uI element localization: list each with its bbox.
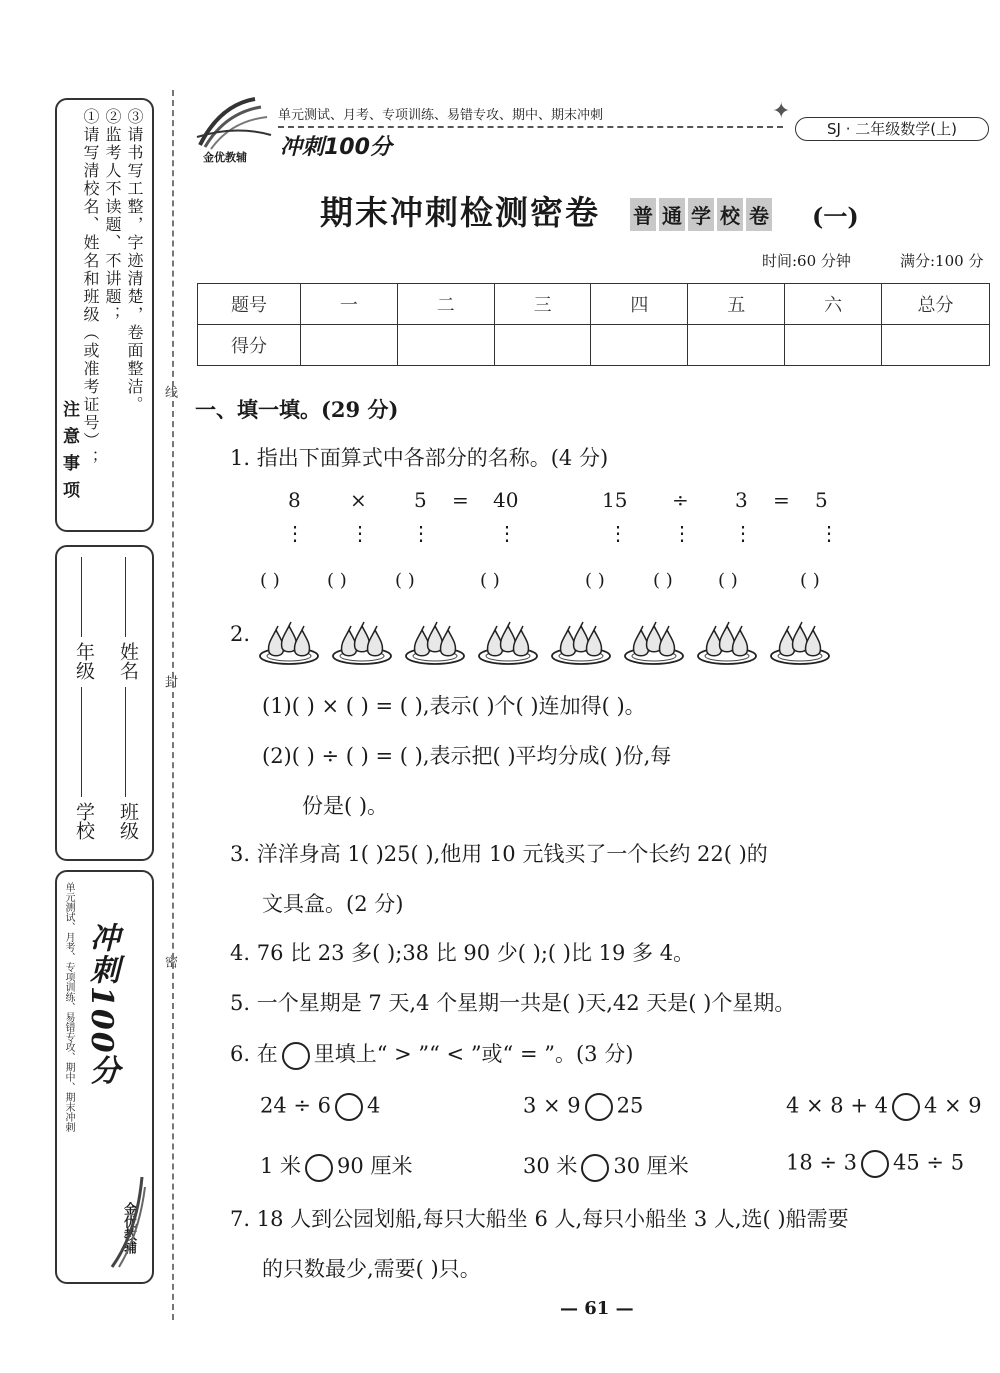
class-label: 班级 [117, 802, 139, 840]
compare-item [786, 1150, 964, 1178]
compare-right: 4 [367, 1093, 381, 1118]
table-cell: 五 [688, 284, 785, 325]
cut-label-line: 线 [162, 385, 177, 398]
compare-item [786, 1093, 982, 1121]
question-6-pre: 6. 在 [230, 1042, 278, 1066]
expr2-equals: = [773, 488, 790, 512]
school-line [81, 687, 82, 797]
table-row [198, 284, 990, 325]
score-input-cell[interactable] [397, 325, 494, 366]
notes-box [55, 98, 154, 532]
question-7-line-1: 7. 18 人到公园划船,每只大船坐 6 人,每只小船坐 3 人,选( )船需要 [230, 1207, 849, 1231]
compare-circle-input[interactable] [335, 1093, 363, 1121]
compare-item [523, 1150, 689, 1182]
table-cell: 得分 [198, 325, 301, 366]
brand-name: 冲刺100分 [84, 922, 119, 1087]
compare-circle-icon [282, 1042, 310, 1070]
school-type-char: 校 [717, 198, 743, 231]
section-title: 一、填一填。(29 分) [195, 397, 399, 422]
notes-line-1: ①请写清校名、姓名和班级（或准考证号）； [81, 108, 100, 468]
compare-item [260, 1150, 412, 1182]
question-6 [230, 1038, 633, 1070]
dotted-connector: ⋮ [285, 521, 305, 545]
answer-blank[interactable]: ( ) [480, 570, 500, 591]
pear-plate-icon [550, 620, 612, 666]
brand-logo: 金优教辅 [121, 1202, 136, 1254]
score-input-cell[interactable] [301, 325, 398, 366]
school-label: 学校 [73, 802, 95, 840]
compare-item [523, 1093, 643, 1121]
brand-box [55, 870, 154, 1284]
school-type-char: 普 [630, 198, 656, 231]
pear-plate-icon [404, 620, 466, 666]
table-cell: 三 [494, 284, 591, 325]
header-tagline: 单元测试、月考、专项训练、易错专攻、期中、期末冲刺 [278, 108, 604, 123]
compare-item [260, 1093, 380, 1121]
dotted-connector: ⋮ [733, 521, 753, 545]
compare-right: 25 [616, 1093, 644, 1118]
answer-blank[interactable]: ( ) [260, 570, 280, 591]
table-row [198, 325, 990, 366]
expr2-divisor: 3 [735, 488, 748, 512]
pear-plate-icon [258, 620, 320, 666]
compare-left: 1 米 [260, 1154, 302, 1178]
header-divider [278, 126, 783, 128]
score-input-cell[interactable] [688, 325, 785, 366]
pear-plate-icon [477, 620, 539, 666]
pear-plate-icon [331, 620, 393, 666]
paper-number: (一) [812, 202, 859, 231]
cut-label-secret: 密 [162, 955, 177, 968]
question-1: 1. 指出下面算式中各部分的名称。(4 分) [230, 446, 609, 470]
score-input-cell[interactable] [591, 325, 688, 366]
answer-blank[interactable]: ( ) [585, 570, 605, 591]
compare-circle-input[interactable] [861, 1150, 889, 1178]
question-2-line-3: 份是( )。 [302, 794, 389, 818]
table-cell: 二 [397, 284, 494, 325]
expr2-quotient: 5 [815, 488, 828, 512]
grade-label: 年级 [73, 642, 95, 680]
expr2-divide: ÷ [672, 488, 689, 512]
answer-blank[interactable]: ( ) [653, 570, 673, 591]
expr1-product: 40 [493, 488, 519, 512]
sparkle-icon: ✦ [772, 99, 791, 124]
compare-left: 4 × 8 + 4 [786, 1093, 888, 1118]
notes-line-2: ②监考人不读题、不讲题； [103, 108, 122, 324]
dotted-connector: ⋮ [350, 521, 370, 545]
notes-line-3: ③请书写工整，字迹清楚，卷面整洁。 [125, 108, 144, 414]
compare-circle-input[interactable] [305, 1154, 333, 1182]
question-2-line-2: (2)( ) ÷ ( ) = ( ),表示把( )平均分成( )份,每 [262, 744, 672, 768]
table-cell: 六 [785, 284, 882, 325]
answer-blank[interactable]: ( ) [718, 570, 738, 591]
pear-plate-icon [623, 620, 685, 666]
question-5: 5. 一个星期是 7 天,4 个星期一共是( )天,42 天是( )个星期。 [230, 991, 796, 1015]
compare-circle-input[interactable] [581, 1154, 609, 1182]
compare-left: 3 × 9 [523, 1093, 581, 1118]
question-6-post: 里填上“ > ”“ < ”或“ = ”。(3 分) [313, 1042, 634, 1066]
expr1-factor2: 5 [414, 488, 427, 512]
pear-plate-icon [696, 620, 758, 666]
question-4: 4. 76 比 23 多( );38 比 90 少( );( )比 19 多 4。 [230, 941, 695, 965]
school-type-label [630, 198, 775, 231]
brand-tagline: 单元测试、月考、专项训练、易错专攻、期中、期末冲刺 [63, 882, 74, 1132]
expr1-times: × [350, 488, 367, 512]
answer-blank[interactable]: ( ) [327, 570, 347, 591]
score-input-cell[interactable] [494, 325, 591, 366]
name-label: 姓名 [117, 642, 139, 680]
full-score: 满分:100 分 [900, 252, 984, 270]
book-logo-icon [195, 95, 273, 153]
cut-label-seal: 封 [162, 675, 177, 688]
dotted-connector: ⋮ [411, 521, 431, 545]
answer-blank[interactable]: ( ) [395, 570, 415, 591]
expr1-factor1: 8 [288, 488, 301, 512]
question-7-line-2: 的只数最少,需要( )只。 [262, 1257, 481, 1281]
score-input-cell[interactable] [882, 325, 990, 366]
header-brand: 冲刺100分 [280, 135, 392, 160]
name-line [125, 557, 126, 637]
table-cell: 题号 [198, 284, 301, 325]
logo-text: 金优教辅 [203, 151, 247, 164]
table-cell: 总分 [882, 284, 990, 325]
compare-right: 4 × 9 [923, 1093, 982, 1118]
table-cell: 一 [301, 284, 398, 325]
expr2-dividend: 15 [602, 488, 628, 512]
question-2-line-1: (1)( ) × ( ) = ( ),表示( )个( )连加得( )。 [262, 694, 646, 718]
dotted-connector: ⋮ [672, 521, 692, 545]
cut-dashed-line [172, 90, 174, 1320]
answer-blank[interactable]: ( ) [800, 570, 820, 591]
grade-line [81, 557, 82, 637]
book-logo-icon [107, 1172, 147, 1272]
school-type-char: 卷 [746, 198, 772, 231]
student-info-box [55, 545, 154, 861]
school-type-char: 通 [659, 198, 685, 231]
dotted-connector: ⋮ [608, 521, 628, 545]
compare-right: 30 厘米 [613, 1154, 689, 1178]
notes-heading: 注意事项 [59, 400, 79, 508]
page-number: — 61 — [560, 1298, 634, 1319]
dotted-connector: ⋮ [497, 521, 517, 545]
expr1-equals: = [452, 488, 469, 512]
compare-left: 24 ÷ 6 [260, 1093, 332, 1118]
school-type-char: 学 [688, 198, 714, 231]
dotted-connector: ⋮ [819, 521, 839, 545]
question-2-number: 2. [230, 622, 251, 646]
class-line [125, 687, 126, 797]
exam-title: 期末冲刺检测密卷 [320, 193, 600, 232]
score-input-cell[interactable] [785, 325, 882, 366]
score-table [197, 283, 990, 366]
compare-left: 18 ÷ 3 [786, 1150, 858, 1175]
compare-circle-input[interactable] [585, 1093, 613, 1121]
compare-left: 30 米 [523, 1154, 578, 1178]
question-3-line-2: 文具盒。(2 分) [262, 892, 404, 916]
exam-time: 时间:60 分钟 [762, 252, 851, 270]
question-3-line-1: 3. 洋洋身高 1( )25( ),他用 10 元钱买了一个长约 22( )的 [230, 842, 768, 866]
compare-circle-input[interactable] [892, 1093, 920, 1121]
compare-right: 90 厘米 [337, 1154, 413, 1178]
pear-plate-icon [769, 620, 831, 666]
table-cell: 四 [591, 284, 688, 325]
grade-badge: SJ · 二年级数学(上) [795, 117, 989, 141]
compare-right: 45 ÷ 5 [893, 1150, 965, 1175]
